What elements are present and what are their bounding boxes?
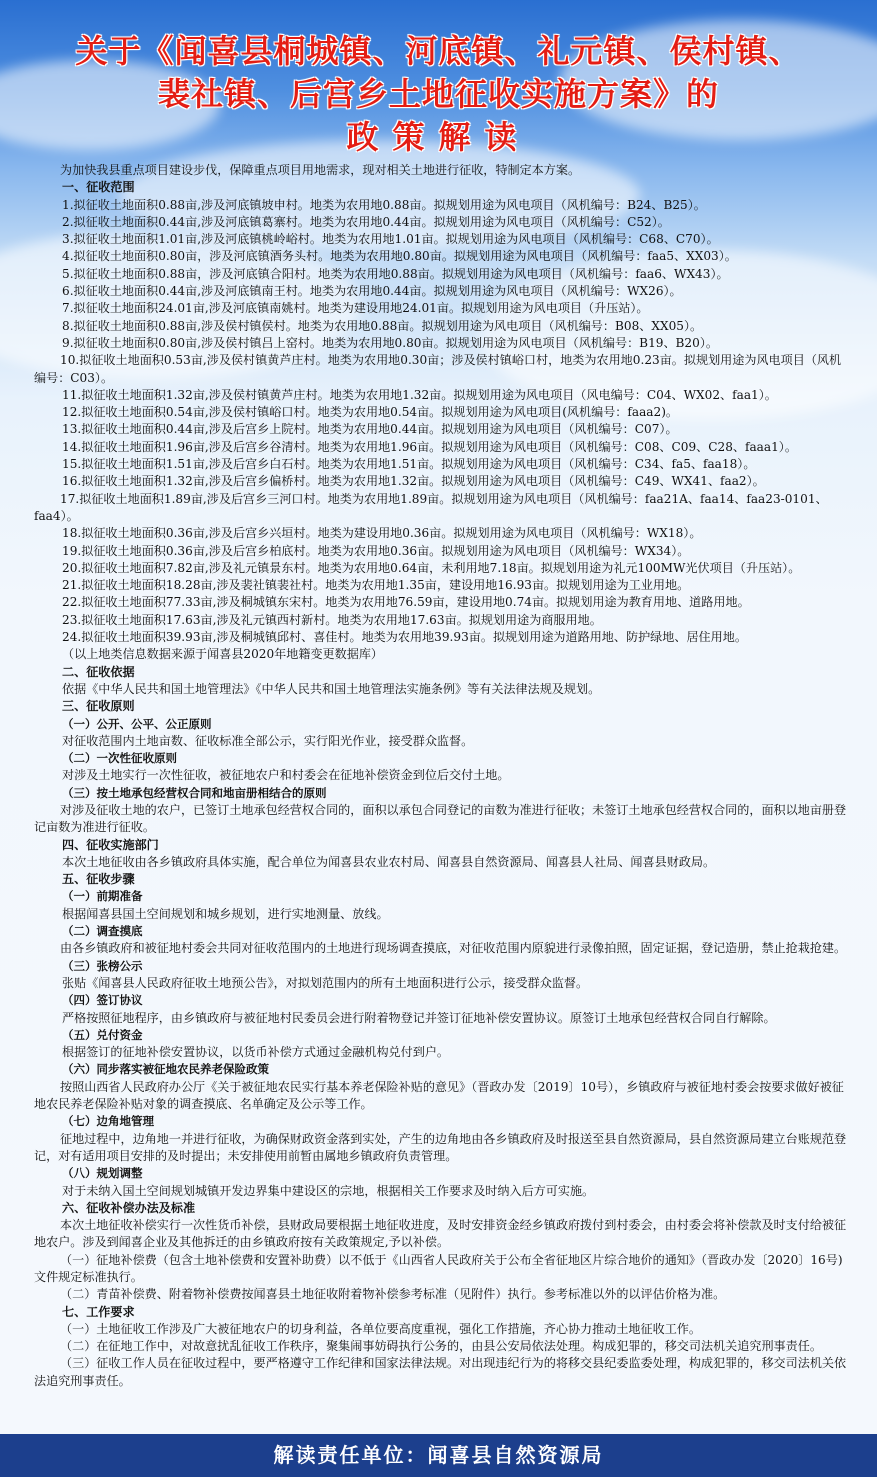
subsection-heading: （五）兑付资金 (62, 1027, 143, 1042)
list-item: 21.拟征收土地面积18.28亩,涉及裴社镇裴社村。地类为农用地1.35亩，建设用地16.93亩。拟规划用途为工业用地。 (62, 578, 690, 593)
list-item: 14.拟征收土地面积1.96亩,涉及后宫乡谷清村。地类为农用地1.96亩。拟规划用途为风电项目（风机编号：C08、C09、C28、faaa1）。 (62, 439, 797, 454)
list-item: 19.拟征收土地面积0.36亩,涉及后宫乡柏底村。地类为农用地0.36亩。拟规划用途为风电项目（风机编号：WX34）。 (62, 543, 690, 558)
paragraph: 依据《中华人民共和国土地管理法》《中华人民共和国土地管理法实施条例》等有关法律法规及规划。 (62, 681, 601, 696)
paragraph: 严格按照征地程序，由乡镇政府与被征地村民委员会进行附着物登记并签订征地补偿安置协议。原签订土地承包经营权合同自行解除。 (62, 1010, 776, 1025)
list-item: 13.拟征收土地面积0.44亩,涉及后宫乡上院村。地类为农用地0.44亩。拟规划用途为风电项目（风机编号：C07）。 (62, 422, 678, 437)
paragraph: 对征收范围内土地亩数、征收标准全部公示，实行阳光作业，接受群众监督。 (62, 733, 474, 748)
title-line-2: 裴社镇、后宫乡土地征收实施方案》的 (157, 75, 719, 113)
document-body (34, 162, 849, 1390)
list-item: 6.拟征收土地面积0.44亩,涉及河底镇南王村。地类为农用地0.44亩。拟规划用途为风电项目（风机编号：WX26）。 (62, 284, 682, 299)
paragraph: 由各乡镇政府和被征地村委会共同对征收范围内的土地进行现场调查摸底，对征收范围内原貌进行录像拍照，固定证据，登记造册，禁止抢栽抢建。 (60, 941, 847, 956)
list-item: 17.拟征收土地面积1.89亩,涉及后宫乡三河口村。地类为农用地1.89亩。拟规划用途为风电项目（风机编号：faa21A、faa14、faa23-0101、faa4）。 (34, 491, 828, 523)
list-item: 22.拟征收土地面积77.33亩,涉及桐城镇东宋村。地类为农用地76.59亩，建设用地0.74亩。拟规划用途为教育用地、道路用地。 (62, 595, 750, 610)
paragraph: （二）在征地工作中，对故意扰乱征收工作秩序，聚集闹事妨碍执行公务的，由县公安局依法处理。构成犯罪的，移交司法机关追究刑事责任。 (60, 1339, 822, 1354)
title-line-1: 关于《闻喜县桐城镇、河底镇、礼元镇、侯村镇、 (75, 32, 802, 70)
paragraph: 对于未纳入国土空间规划城镇开发边界集中建设区的宗地，根据相关工作要求及时纳入后方可实施。 (62, 1183, 595, 1198)
subsection-heading: （四）签订协议 (62, 993, 143, 1008)
subsection-heading: （一）公开、公平、公正原则 (62, 716, 212, 731)
section-heading: 五、征收步骤 (62, 872, 135, 887)
subsection-heading: （八）规划调整 (62, 1166, 143, 1181)
list-item: 12.拟征收土地面积0.54亩,涉及侯村镇峪口村。地类为农用地0.54亩。拟规划用途为风电项目(风机编号：faaa2)。 (62, 405, 679, 420)
subsection-heading: （六）同步落实被征地农民养老保险政策 (62, 1062, 269, 1077)
paragraph: （一）土地征收工作涉及广大被征地农户的切身利益，各单位要高度重视，强化工作措施，齐心协力推动土地征收工作。 (60, 1321, 701, 1336)
list-item: 4.拟征收土地面积0.80亩，涉及河底镇酒务头村。地类为农用地0.80亩。拟规划用途为风电项目（风机编号：faa5、XX03）。 (62, 249, 737, 264)
footer-banner: 解读责任单位：闻喜县自然资源局 (0, 1434, 877, 1477)
section-heading: 六、征收补偿办法及标准 (62, 1200, 196, 1215)
list-item: 3.拟征收土地面积1.01亩,涉及河底镇桃岭峪村。地类为农用地1.01亩。拟规划用途为风电项目（风机编号：C68、C70）。 (62, 232, 719, 247)
list-item: 8.拟征收土地面积0.88亩,涉及侯村镇侯村。地类为农用地0.88亩。拟规划用途为风电项目（风机编号：B08、XX05）。 (62, 318, 703, 333)
paragraph: 对涉及征收土地的农户，已签订土地承包经营权合同的，面积以承包合同登记的亩数为准进行征收；未签订土地承包经营权合同的，面积以地亩册登记亩数为准进行征收。 (34, 802, 847, 835)
source-note: （以上地类信息数据来源于闻喜县2020年地籍变更数据库） (62, 647, 384, 662)
list-item: 9.拟征收土地面积0.80亩,涉及侯村镇吕上窑村。地类为农用地0.80亩。拟规划用途为风电项目（风机编号：B19、B20）。 (62, 335, 718, 350)
list-item: 11.拟征收土地面积1.32亩,涉及侯村镇黄芦庄村。地类为农用地1.32亩。拟规划用途为风电项目（风电编号：C04、WX02、faa1）。 (62, 387, 777, 402)
section-heading: 二、征收依据 (62, 664, 135, 679)
section-heading: 一、征收范围 (62, 180, 135, 195)
subsection-heading: （一）前期准备 (62, 889, 143, 904)
section-heading: 四、征收实施部门 (62, 837, 159, 852)
subsection-heading: （七）边角地管理 (62, 1114, 154, 1129)
paragraph: （三）征收工作人员在征收过程中，要严格遵守工作纪律和国家法律法规。对出现违纪行为的将移交县纪委监委处理，构成犯罪的，移交司法机关依法追究刑事责任。 (34, 1356, 847, 1388)
subsection-heading: （二）调查摸底 (62, 924, 143, 939)
paragraph: 张贴《闻喜县人民政府征收土地预公告》，对拟划范围内的所有土地面积进行公示，接受群众监督。 (62, 975, 589, 990)
subsection-heading: （二）一次性征收原则 (62, 751, 177, 766)
paragraph: 根据签订的征地补偿安置协议，以货币补偿方式通过金融机构兑付到户。 (62, 1045, 450, 1060)
list-item: 1.拟征收土地面积0.88亩,涉及河底镇坡申村。地类为农用地0.88亩。拟规划用途为风电项目（风机编号：B24、B25）。 (62, 197, 706, 212)
intro-paragraph: 为加快我县重点项目建设步伐，保障重点项目用地需求，现对相关土地进行征收，特制定本方案。 (60, 163, 581, 177)
section-heading: 三、征收原则 (62, 699, 135, 714)
paragraph: （二）青苗补偿费、附着物补偿费按闻喜县土地征收附着物补偿参考标准（见附件）执行。参考标准以外的以评估价格为准。 (60, 1287, 726, 1302)
subsection-heading: （三）张榜公示 (62, 958, 143, 973)
title-line-3: 政策解读 (346, 118, 531, 156)
subsection-heading: （三）按土地承包经营权合同和地亩册相结合的原则 (62, 785, 327, 800)
list-item: 7.拟征收土地面积24.01亩,涉及河底镇南姚村。地类为建设用地24.01亩。拟规划用途为风电项目（升压站）。 (62, 301, 649, 316)
section-heading: 七、工作要求 (62, 1304, 135, 1319)
paragraph: 根据闻喜县国土空间规划和城乡规划，进行实地测量、放线。 (62, 906, 389, 921)
paragraph: 对涉及土地实行一次性征收，被征地农户和村委会在征地补偿资金到位后交付土地。 (62, 768, 510, 783)
paragraph: 本次土地征收由各乡镇政府具体实施，配合单位为闻喜县农业农村局、闻喜县自然资源局、闻喜县人社局、闻喜县财政局。 (62, 854, 716, 869)
paragraph: 征地过程中，边角地一并进行征收，为确保财政资金落到实处，产生的边角地由各乡镇政府及时报送至县自然资源局，县自然资源局建立台账规范登记，对有适用项目安排的及时提出；未安排使用前暂由属地乡镇政府负责管理。 (34, 1131, 847, 1163)
list-item: 5.拟征收土地面积0.88亩，涉及河底镇合阳村。地类为农用地0.88亩。拟规划用途为风电项目（风机编号：faa6、WX43）。 (62, 266, 729, 281)
list-item: 23.拟征收土地面积17.63亩,涉及礼元镇西村新村。地类为农用地17.63亩。拟规划用途为商服用地。 (62, 612, 602, 627)
list-item: 10.拟征收土地面积0.53亩,涉及侯村镇黄芦庄村。地类为农用地0.30亩；涉及侯村镇峪口村，地类为农用地0.23亩。拟规划用途为风电项目（风机编号：C03）。 (34, 353, 842, 385)
list-item: 2.拟征收土地面积0.44亩,涉及河底镇葛寨村。地类为农用地0.44亩。拟规划用途为风电项目（风机编号：C52）。 (62, 214, 670, 229)
paragraph: 按照山西省人民政府办公厅《关于被征地农民实行基本养老保险补贴的意见》（晋政办发〔2019〕10号），乡镇政府与被征地村委会按要求做好被征地农民养老保险补贴对象的调查摸底、名单确定及公示等工作。 (34, 1079, 844, 1112)
list-item: 24.拟征收土地面积39.93亩,涉及桐城镇邱村、喜佳村。地类为农用地39.93亩。拟规划用途为道路用地、防护绿地、居住用地。 (62, 630, 747, 645)
paragraph: （一）征地补偿费（包含土地补偿费和安置补助费）以不低于《山西省人民政府关于公布全省征地区片综合地价的通知》（晋政办发〔2020〕16号)文件规定标准执行。 (34, 1252, 843, 1284)
paragraph: 本次土地征收补偿实行一次性货币补偿，县财政局要根据土地征收进度，及时安排资金经乡镇政府拨付到村委会，由村委会将补偿款及时支付给被征地农户。涉及到闻喜企业及其他拆迁的由乡镇政府按有关政策规定,予以补偿。 (34, 1218, 847, 1250)
list-item: 16.拟征收土地面积1.32亩,涉及后宫乡偏桥村。地类为农用地1.32亩。拟规划用途为风电项目（风机编号：C49、WX41、faa2）。 (62, 474, 765, 489)
list-item: 20.拟征收土地面积7.82亩,涉及礼元镇景东村。地类为农用地0.64亩，未利用地7.18亩。拟规划用途为礼元100MW光伏项目（升压站）。 (62, 560, 801, 575)
page-title (0, 30, 877, 159)
list-item: 15.拟征收土地面积1.51亩,涉及后宫乡白石村。地类为农用地1.51亩。拟规划用途为风电项目（风机编号：C34、fa5、faa18）。 (62, 457, 756, 472)
list-item: 18.拟征收土地面积0.36亩,涉及后宫乡兴垣村。地类为建设用地0.36亩。拟规划用途为风电项目（风机编号：WX18）。 (62, 526, 702, 541)
